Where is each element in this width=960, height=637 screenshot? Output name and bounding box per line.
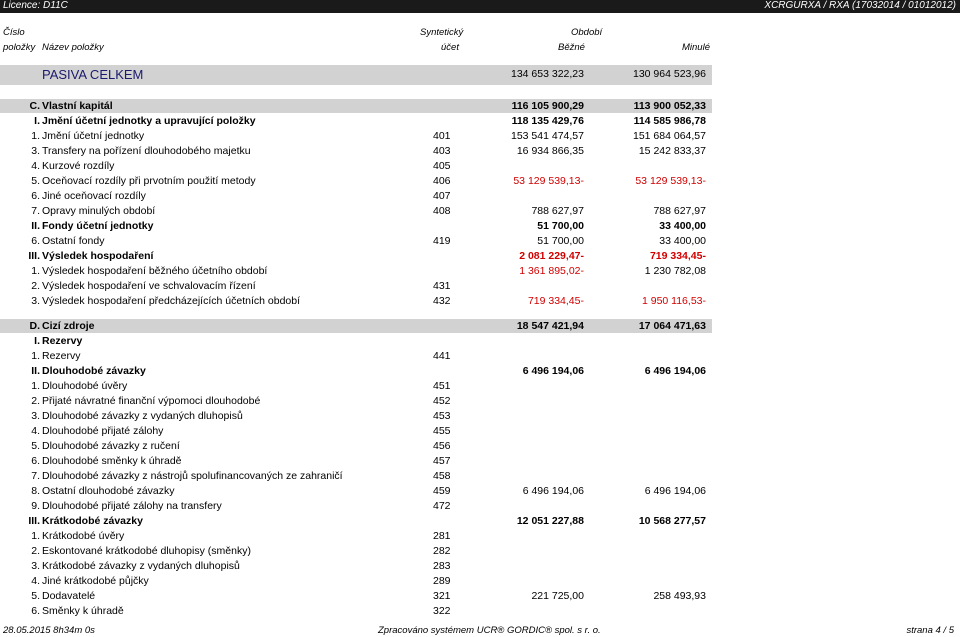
code-cell: 2. xyxy=(31,545,40,557)
code-cell: 9. xyxy=(31,500,40,512)
code-cell: 3. xyxy=(31,145,40,157)
code-cell: 4. xyxy=(31,425,40,437)
licence-label: Licence: D11C xyxy=(3,0,68,11)
name-cell: Ostatní fondy xyxy=(42,235,105,247)
name-cell: Dlouhodobé úvěry xyxy=(42,380,128,392)
code-cell: 7. xyxy=(31,205,40,217)
current-value: 134 653 322,23 xyxy=(511,68,584,80)
name-cell: Výsledek hospodaření běžného účetního období xyxy=(42,265,268,277)
name-cell: Cizí zdroje xyxy=(42,320,95,332)
previous-value: 33 400,00 xyxy=(659,235,706,247)
account-cell: 453 xyxy=(433,410,451,422)
current-value: 16 934 866,35 xyxy=(516,145,584,157)
code-cell: 4. xyxy=(31,575,40,587)
code-cell: 6. xyxy=(31,455,40,467)
previous-value: 151 684 064,57 xyxy=(633,130,706,142)
account-cell: 322 xyxy=(433,605,451,617)
code-cell: 7. xyxy=(31,470,40,482)
code-cell: II. xyxy=(31,220,40,232)
code-cell: 5. xyxy=(31,590,40,602)
header-obdobi: Období xyxy=(571,27,603,38)
code-cell: 6. xyxy=(31,190,40,202)
account-cell: 441 xyxy=(433,350,451,362)
account-cell: 401 xyxy=(433,130,451,142)
account-cell: 459 xyxy=(433,485,451,497)
account-cell: 432 xyxy=(433,295,451,307)
code-cell: 1. xyxy=(31,350,40,362)
code-cell: 2. xyxy=(31,395,40,407)
name-cell: Dlouhodobé přijaté zálohy xyxy=(42,425,164,437)
code-cell: 1. xyxy=(31,380,40,392)
current-value: 6 496 194,06 xyxy=(522,485,584,497)
name-cell: Přijaté návratné finanční výpomoci dlouhodobé xyxy=(42,395,261,407)
account-cell: 281 xyxy=(433,530,451,542)
code-cell: 1. xyxy=(31,265,40,277)
previous-value: 114 585 986,78 xyxy=(633,115,706,127)
current-value: 118 135 429,76 xyxy=(511,115,584,127)
account-cell: 406 xyxy=(433,175,451,187)
code-cell: 3. xyxy=(31,560,40,572)
name-cell: Krátkodobé závazky z vydaných dluhopisů xyxy=(42,560,240,572)
name-cell: Dlouhodobé směnky k úhradě xyxy=(42,455,182,467)
code-cell: III. xyxy=(28,515,40,527)
account-cell: 283 xyxy=(433,560,451,572)
header-minule: Minulé xyxy=(682,42,710,53)
account-cell: 452 xyxy=(433,395,451,407)
code-cell: II. xyxy=(31,365,40,377)
code-cell: 4. xyxy=(31,160,40,172)
code-cell: 8. xyxy=(31,485,40,497)
name-cell: Jiné oceňovací rozdíly xyxy=(42,190,146,202)
name-cell: Výsledek hospodaření předcházejících účetních období xyxy=(42,295,301,307)
name-cell: Krátkodobé úvěry xyxy=(42,530,125,542)
name-cell: Dlouhodobé přijaté zálohy na transfery xyxy=(42,500,222,512)
system-note: Zpracováno systémem UCR® GORDIC® spol. s r. o. xyxy=(378,625,601,636)
account-cell: 405 xyxy=(433,160,451,172)
code-cell: 5. xyxy=(31,175,40,187)
code-cell: 3. xyxy=(31,410,40,422)
code-cell: 5. xyxy=(31,440,40,452)
name-cell: Jmění účetní jednotky xyxy=(42,130,145,142)
code-cell: 2. xyxy=(31,280,40,292)
print-date: 28.05.2015 8h34m 0s xyxy=(3,625,95,636)
code-cell: III. xyxy=(28,250,40,262)
name-cell: Jmění účetní jednotky a upravující položky xyxy=(42,115,256,127)
account-cell: 451 xyxy=(433,380,451,392)
current-value: 6 496 194,06 xyxy=(522,365,584,377)
name-cell: Dlouhodobé závazky z nástrojů spolufinancovaných ze zahraničí xyxy=(42,470,343,482)
header-cislo: Číslo xyxy=(3,27,25,38)
code-cell: 3. xyxy=(31,295,40,307)
licence-bar xyxy=(0,0,960,13)
current-value: 18 547 421,94 xyxy=(516,320,584,332)
name-cell: Ostatní dlouhodobé závazky xyxy=(42,485,175,497)
code-cell: D. xyxy=(29,320,40,332)
name-cell: Oceňovací rozdíly při prvotním použití metody xyxy=(42,175,256,187)
current-value: 51 700,00 xyxy=(537,220,584,232)
previous-value: 17 064 471,63 xyxy=(638,320,706,332)
name-cell: Výsledek hospodaření ve schvalovacím řízení xyxy=(42,280,256,292)
previous-value: 10 568 277,57 xyxy=(638,515,706,527)
previous-value: 788 627,97 xyxy=(653,205,706,217)
code-cell: C. xyxy=(29,100,40,112)
name-cell: Rezervy xyxy=(42,350,81,362)
previous-value: 719 334,45- xyxy=(649,250,706,262)
name-cell: PASIVA CELKEM xyxy=(42,67,144,82)
account-cell: 282 xyxy=(433,545,451,557)
name-cell: Eskontované krátkodobé dluhopisy (směnky) xyxy=(42,545,251,557)
current-value: 788 627,97 xyxy=(531,205,584,217)
current-value: 51 700,00 xyxy=(537,235,584,247)
previous-value: 6 496 194,06 xyxy=(644,365,706,377)
current-value: 221 725,00 xyxy=(531,590,584,602)
code-cell: I. xyxy=(34,335,40,347)
account-cell: 289 xyxy=(433,575,451,587)
header-nazev: Název položky xyxy=(42,42,104,53)
previous-value: 53 129 539,13- xyxy=(635,175,706,187)
name-cell: Vlastní kapitál xyxy=(42,100,113,112)
name-cell: Transfery na pořízení dlouhodobého majetku xyxy=(42,145,251,157)
account-cell: 431 xyxy=(433,280,451,292)
account-cell: 458 xyxy=(433,470,451,482)
name-cell: Fondy účetní jednotky xyxy=(42,220,154,232)
name-cell: Jiné krátkodobé půjčky xyxy=(42,575,149,587)
previous-value: 33 400,00 xyxy=(659,220,706,232)
previous-value: 1 950 116,53- xyxy=(641,295,706,307)
name-cell: Rezervy xyxy=(42,335,83,347)
account-cell: 457 xyxy=(433,455,451,467)
previous-value: 1 230 782,08 xyxy=(644,265,706,277)
current-value: 719 334,45- xyxy=(527,295,584,307)
current-value: 153 541 474,57 xyxy=(511,130,584,142)
code-cell: 6. xyxy=(31,605,40,617)
previous-value: 6 496 194,06 xyxy=(644,485,706,497)
name-cell: Krátkodobé závazky xyxy=(42,515,143,527)
previous-value: 130 964 523,96 xyxy=(633,68,706,80)
header-bezne: Běžné xyxy=(558,42,585,53)
current-value: 116 105 900,29 xyxy=(511,100,584,112)
name-cell: Výsledek hospodaření xyxy=(42,250,154,262)
account-cell: 321 xyxy=(433,590,451,602)
name-cell: Kurzové rozdíly xyxy=(42,160,115,172)
header-ucet: účet xyxy=(441,42,459,53)
previous-value: 258 493,93 xyxy=(653,590,706,602)
code-cell: 1. xyxy=(31,530,40,542)
account-cell: 472 xyxy=(433,500,451,512)
code-cell: 6. xyxy=(31,235,40,247)
name-cell: Opravy minulých období xyxy=(42,205,156,217)
footer xyxy=(0,624,960,637)
name-cell: Dlouhodobé závazky z ručení xyxy=(42,440,180,452)
page-number: strana 4 / 5 xyxy=(906,625,954,636)
report-code: XCRGURXA / RXA (17032014 / 01012012) xyxy=(764,0,956,11)
previous-value: 113 900 052,33 xyxy=(633,100,706,112)
column-header xyxy=(0,27,960,55)
account-cell: 456 xyxy=(433,440,451,452)
header-synteticky: Syntetický xyxy=(420,27,464,38)
name-cell: Dlouhodobé závazky xyxy=(42,365,146,377)
previous-value: 15 242 833,37 xyxy=(638,145,706,157)
current-value: 2 081 229,47- xyxy=(519,250,584,262)
account-cell: 408 xyxy=(433,205,451,217)
account-cell: 403 xyxy=(433,145,451,157)
current-value: 12 051 227,88 xyxy=(516,515,584,527)
account-cell: 455 xyxy=(433,425,451,437)
account-cell: 407 xyxy=(433,190,451,202)
code-cell: 1. xyxy=(31,130,40,142)
current-value: 1 361 895,02- xyxy=(519,265,584,277)
name-cell: Směnky k úhradě xyxy=(42,605,124,617)
name-cell: Dodavatelé xyxy=(42,590,96,602)
account-cell: 419 xyxy=(433,235,451,247)
name-cell: Dlouhodobé závazky z vydaných dluhopisů xyxy=(42,410,243,422)
header-polozky: položky xyxy=(3,42,36,53)
code-cell: I. xyxy=(34,115,40,127)
current-value: 53 129 539,13- xyxy=(513,175,584,187)
